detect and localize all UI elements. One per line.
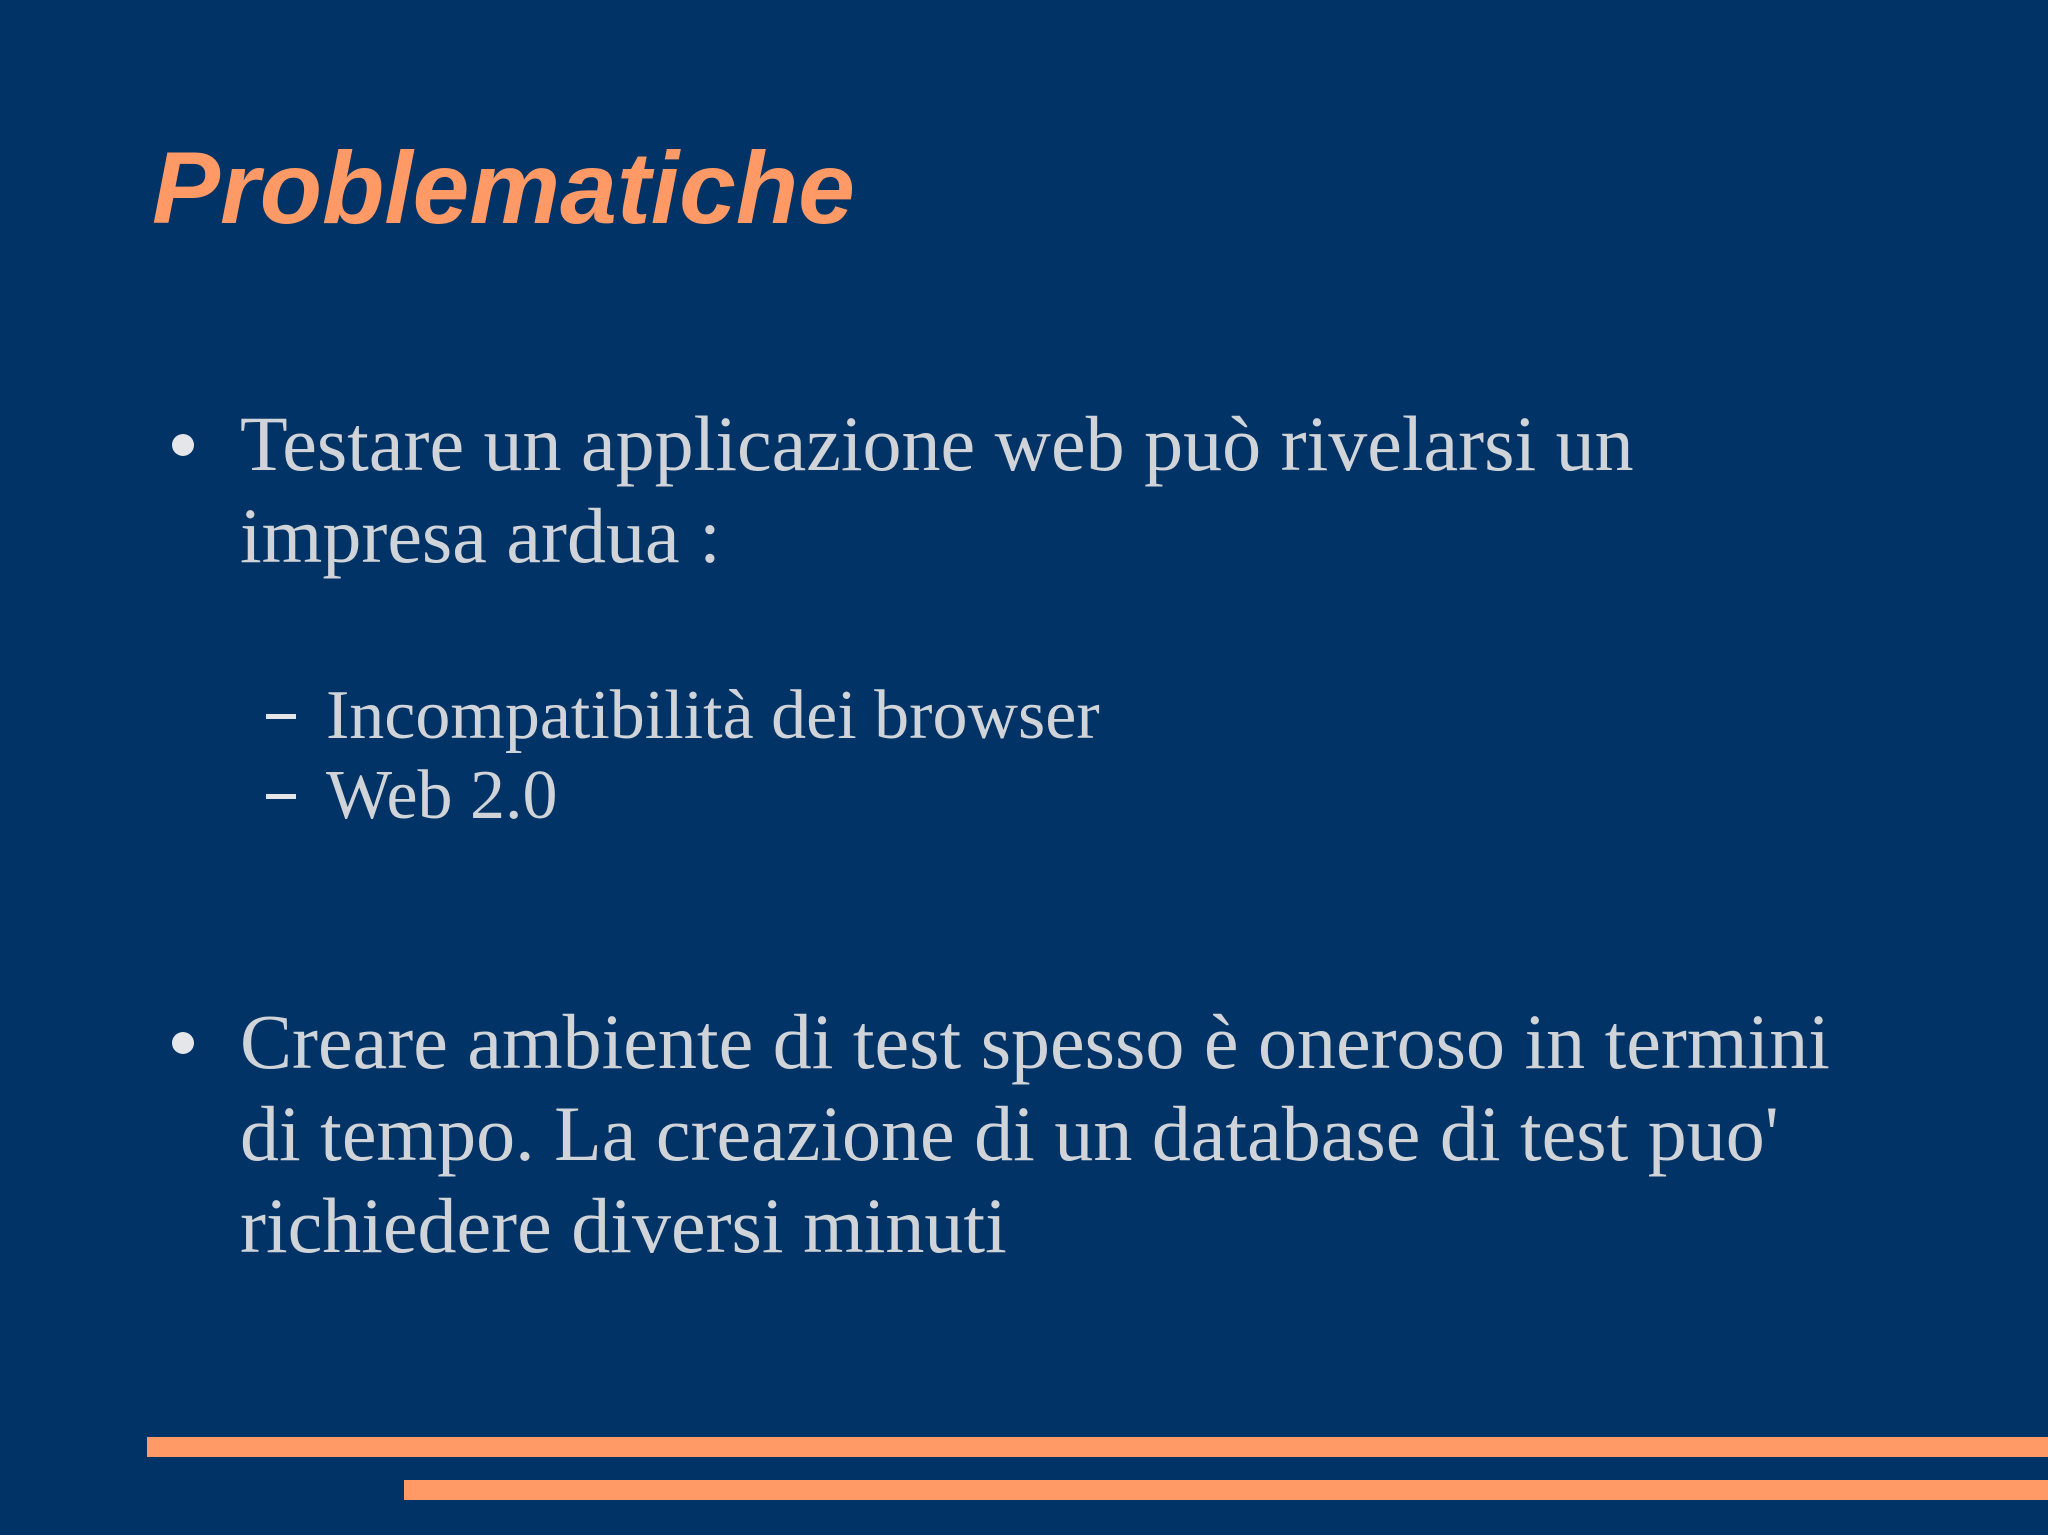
footer-rule-top [147, 1437, 2048, 1457]
sub-bullet-item [266, 756, 1766, 836]
footer-rule-bottom [404, 1480, 2048, 1500]
sub-bullet-text: Incompatibilità dei browser [326, 677, 1100, 754]
sub-bullet-item [266, 676, 1766, 756]
bullet-text-line: di tempo. La creazione di un database di test puo' [240, 1090, 1779, 1177]
bullet-dot-icon [172, 434, 194, 456]
bullet-dot-icon [172, 1032, 194, 1054]
bullet-text-line: richiedere diversi minuti [240, 1182, 1007, 1269]
bullet-item [172, 398, 1972, 588]
bullet-item [172, 996, 1972, 1276]
dash-icon [266, 794, 296, 799]
bullet-text-line: impresa ardua : [240, 492, 721, 579]
dash-icon [266, 714, 296, 719]
bullet-text-line: Testare un applicazione web può rivelarsi un [240, 400, 1634, 487]
bullet-text-line: Creare ambiente di test spesso è oneroso in termini [240, 998, 1830, 1085]
slide-title: Problematiche [152, 131, 855, 245]
sub-bullet-text: Web 2.0 [326, 757, 558, 834]
